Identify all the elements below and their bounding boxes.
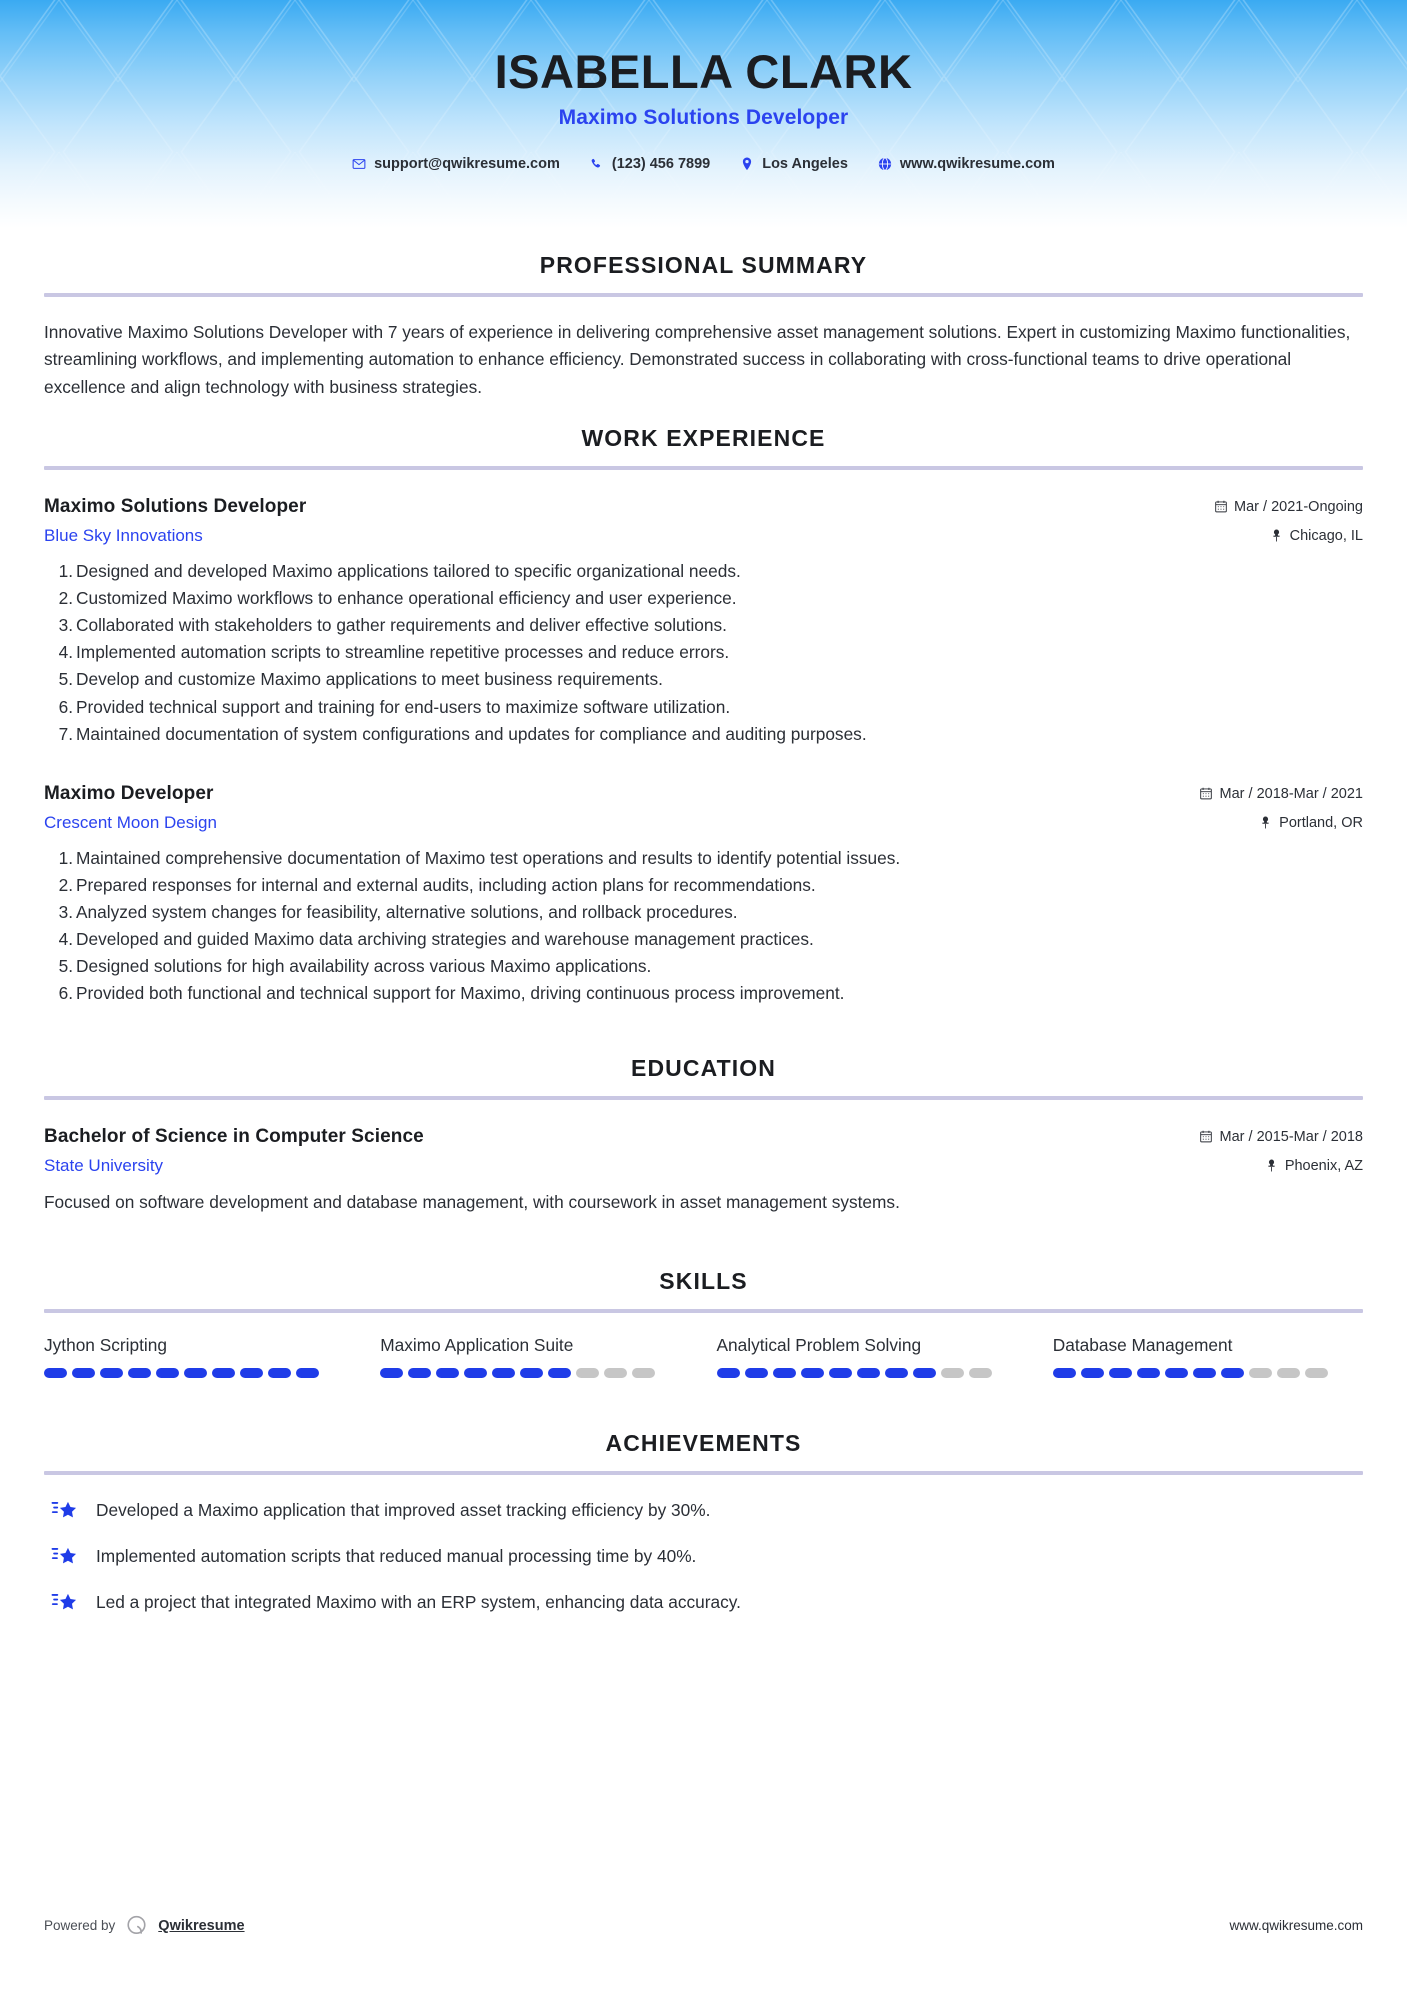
- achievement-item: [44, 1497, 1363, 1523]
- skill-segment-empty: [1305, 1368, 1328, 1378]
- section-title-achievements: ACHIEVEMENTS: [605, 1429, 802, 1456]
- skill-segment-filled: [717, 1368, 740, 1378]
- contact-website[interactable]: [863, 156, 1070, 172]
- work-location: [1214, 528, 1363, 544]
- skill-segment-filled: [156, 1368, 179, 1378]
- phone-icon: [590, 157, 604, 171]
- list-item: Provided both functional and technical support for Maximo, driving continuous process improvement.: [76, 983, 845, 1004]
- skill-segment-filled: [240, 1368, 263, 1378]
- section-skills: [44, 1244, 1363, 1378]
- skill-segment-filled: [857, 1368, 880, 1378]
- skill-segment-filled: [801, 1368, 824, 1378]
- work-bullet-list: [44, 847, 1363, 1005]
- list-item: Maintained documentation of system configurations and updates for compliance and auditing purposes.: [76, 723, 867, 744]
- location-pin-icon: [740, 157, 754, 171]
- list-item: Developed and guided Maximo data archiving strategies and warehouse management practices.: [76, 929, 814, 950]
- education-date: [1200, 1129, 1363, 1145]
- footer-url[interactable]: www.qwikresume.com: [1229, 1918, 1363, 1933]
- education-location: [1200, 1158, 1363, 1174]
- skill-segment-filled: [913, 1368, 936, 1378]
- section-title-work: WORK EXPERIENCE: [581, 424, 826, 451]
- list-item: Analyzed system changes for feasibility, alternative solutions, and rollback procedures.: [76, 902, 738, 923]
- skills-grid: [44, 1335, 1363, 1378]
- section-divider: [44, 1309, 1363, 1313]
- contact-email[interactable]: [337, 156, 575, 172]
- contact-location: [725, 156, 863, 172]
- list-item: Prepared responses for internal and external audits, including action plans for recommendations.: [76, 874, 816, 895]
- section-title-education: EDUCATION: [631, 1054, 776, 1081]
- envelope-icon: [352, 157, 366, 171]
- achievement-text: Led a project that integrated Maximo with an ERP system, enhancing data accuracy.: [96, 1591, 741, 1612]
- skill-segment-filled: [184, 1368, 207, 1378]
- footer-branding: [44, 1913, 245, 1938]
- skill-segment-empty: [576, 1368, 599, 1378]
- skill-segment-filled: [296, 1368, 319, 1378]
- contact-phone-text: (123) 456 7899: [611, 156, 711, 173]
- education-location-text: Phoenix, AZ: [1284, 1157, 1363, 1174]
- calendar-icon: [1214, 500, 1227, 514]
- section-title-summary: PROFESSIONAL SUMMARY: [539, 252, 868, 278]
- section-divider: [44, 466, 1363, 470]
- skill-segment-filled: [212, 1368, 235, 1378]
- skill-segment-filled: [885, 1368, 908, 1378]
- section-achievements: [44, 1406, 1363, 1615]
- skill-segment-filled: [1081, 1368, 1104, 1378]
- list-item: Customized Maximo workflows to enhance operational efficiency and user experience.: [76, 588, 737, 609]
- resume-header: [0, 0, 1407, 228]
- skill-label: Analytical Problem Solving: [716, 1334, 922, 1355]
- section-divider: [44, 1096, 1363, 1100]
- work-date: [1214, 499, 1363, 515]
- achievements-list: [44, 1497, 1363, 1615]
- map-pin-icon: [1259, 816, 1272, 830]
- skill-segment-filled: [380, 1368, 403, 1378]
- section-work-experience: [44, 401, 1363, 1005]
- work-location-text: Portland, OR: [1279, 814, 1363, 831]
- education-date-text: Mar / 2015-Mar / 2018: [1219, 1128, 1363, 1145]
- skill-segment-filled: [1109, 1368, 1132, 1378]
- skill-segment-filled: [520, 1368, 543, 1378]
- education-degree: Bachelor of Science in Computer Science: [44, 1125, 424, 1147]
- contact-location-text: Los Angeles: [762, 156, 848, 173]
- achievement-item: [44, 1543, 1363, 1569]
- skill-item: [717, 1335, 1027, 1378]
- section-title-skills: SKILLS: [659, 1267, 748, 1294]
- skill-segment-filled: [72, 1368, 95, 1378]
- skill-segment-filled: [548, 1368, 571, 1378]
- skill-segment-filled: [436, 1368, 459, 1378]
- achievement-text: Developed a Maximo application that improved asset tracking efficiency by 30%.: [96, 1499, 711, 1520]
- skill-segment-filled: [128, 1368, 151, 1378]
- work-date-text: Mar / 2021-Ongoing: [1234, 498, 1363, 515]
- powered-by-label: Powered by: [44, 1918, 116, 1933]
- skill-rating-bar: [44, 1368, 354, 1378]
- list-item: Collaborated with stakeholders to gather requirements and deliver effective solutions.: [76, 615, 727, 636]
- work-entry: [44, 496, 1363, 745]
- summary-paragraph: Innovative Maximo Solutions Developer with 7 years of experience in delivering comprehensive asset management solutions. Expert in customizing Maximo functionalities, streamlining workflows, and implementing automation to enhance efficiency. Demonstrated success in collaborating with cross-functional teams to drive operational excellence and align technology with business strategies.: [44, 322, 1351, 397]
- skill-segment-empty: [1277, 1368, 1300, 1378]
- skill-segment-empty: [632, 1368, 655, 1378]
- skill-segment-filled: [829, 1368, 852, 1378]
- candidate-job-title: Maximo Solutions Developer: [558, 106, 849, 130]
- work-role: Maximo Developer: [44, 782, 214, 804]
- skill-label: Maximo Application Suite: [380, 1334, 574, 1355]
- skill-item: [44, 1335, 354, 1378]
- shooting-star-icon: [50, 1543, 78, 1569]
- skill-segment-empty: [1249, 1368, 1272, 1378]
- skill-segment-filled: [464, 1368, 487, 1378]
- skill-label: Database Management: [1052, 1334, 1233, 1355]
- list-item: Maintained comprehensive documentation of Maximo test operations and results to identify potential issues.: [76, 847, 901, 868]
- skill-segment-filled: [1053, 1368, 1076, 1378]
- contact-row: [0, 156, 1407, 172]
- skill-label: Jython Scripting: [44, 1334, 167, 1355]
- skill-segment-empty: [969, 1368, 992, 1378]
- skill-segment-filled: [268, 1368, 291, 1378]
- work-role: Maximo Solutions Developer: [44, 495, 307, 517]
- map-pin-icon: [1270, 529, 1283, 543]
- skill-segment-filled: [492, 1368, 515, 1378]
- section-professional-summary: [44, 228, 1363, 401]
- skill-segment-filled: [1137, 1368, 1160, 1378]
- page-footer: [44, 1913, 1363, 1938]
- skill-item: [1053, 1335, 1363, 1378]
- list-item: Designed solutions for high availability across various Maximo applications.: [76, 956, 652, 977]
- section-education: [44, 1031, 1363, 1214]
- skill-segment-empty: [604, 1368, 627, 1378]
- contact-phone[interactable]: [575, 156, 725, 172]
- list-item: Designed and developed Maximo applications tailored to specific organizational needs.: [76, 560, 741, 581]
- qwikresume-brand-link[interactable]: Qwikresume: [158, 1917, 245, 1934]
- list-item: Implemented automation scripts to streamline repetitive processes and reduce errors.: [76, 642, 730, 663]
- education-description: Focused on software development and database management, with coursework in asset management systems.: [44, 1191, 900, 1212]
- skill-segment-filled: [773, 1368, 796, 1378]
- work-location-text: Chicago, IL: [1289, 527, 1363, 544]
- section-divider: [44, 1471, 1363, 1475]
- skill-segment-filled: [1221, 1368, 1244, 1378]
- work-organization[interactable]: Blue Sky Innovations: [44, 525, 203, 545]
- skill-segment-filled: [745, 1368, 768, 1378]
- work-date-text: Mar / 2018-Mar / 2021: [1219, 785, 1363, 802]
- calendar-icon: [1200, 1130, 1213, 1144]
- contact-website-text: www.qwikresume.com: [899, 156, 1055, 173]
- skill-segment-filled: [1193, 1368, 1216, 1378]
- skill-segment-filled: [408, 1368, 431, 1378]
- candidate-name: ISABELLA CLARK: [494, 45, 913, 98]
- work-location: [1200, 815, 1363, 831]
- map-pin-icon: [1265, 1159, 1278, 1173]
- skill-rating-bar: [380, 1368, 690, 1378]
- shooting-star-icon: [50, 1589, 78, 1615]
- work-entry: [44, 783, 1363, 1005]
- work-date: [1200, 786, 1363, 802]
- skill-rating-bar: [717, 1368, 1027, 1378]
- skill-rating-bar: [1053, 1368, 1363, 1378]
- skill-segment-filled: [100, 1368, 123, 1378]
- skill-item: [380, 1335, 690, 1378]
- achievement-item: [44, 1589, 1363, 1615]
- list-item: Provided technical support and training for end-users to maximize software utilization.: [76, 696, 731, 717]
- education-entry: [44, 1126, 1363, 1214]
- achievement-text: Implemented automation scripts that reduced manual processing time by 40%.: [96, 1545, 697, 1566]
- work-organization[interactable]: Crescent Moon Design: [44, 812, 217, 832]
- skill-segment-filled: [1165, 1368, 1188, 1378]
- globe-icon: [878, 157, 892, 171]
- contact-email-text: support@qwikresume.com: [374, 156, 560, 173]
- calendar-icon: [1200, 787, 1213, 801]
- skill-segment-filled: [44, 1368, 67, 1378]
- section-divider: [44, 293, 1363, 297]
- work-bullet-list: [44, 560, 1363, 745]
- list-item: Develop and customize Maximo applications to meet business requirements.: [76, 669, 663, 690]
- resume-content: [0, 228, 1407, 1615]
- skill-segment-empty: [941, 1368, 964, 1378]
- education-institution[interactable]: State University: [44, 1155, 164, 1175]
- qwikresume-logo-icon: [124, 1913, 149, 1938]
- shooting-star-icon: [50, 1497, 78, 1523]
